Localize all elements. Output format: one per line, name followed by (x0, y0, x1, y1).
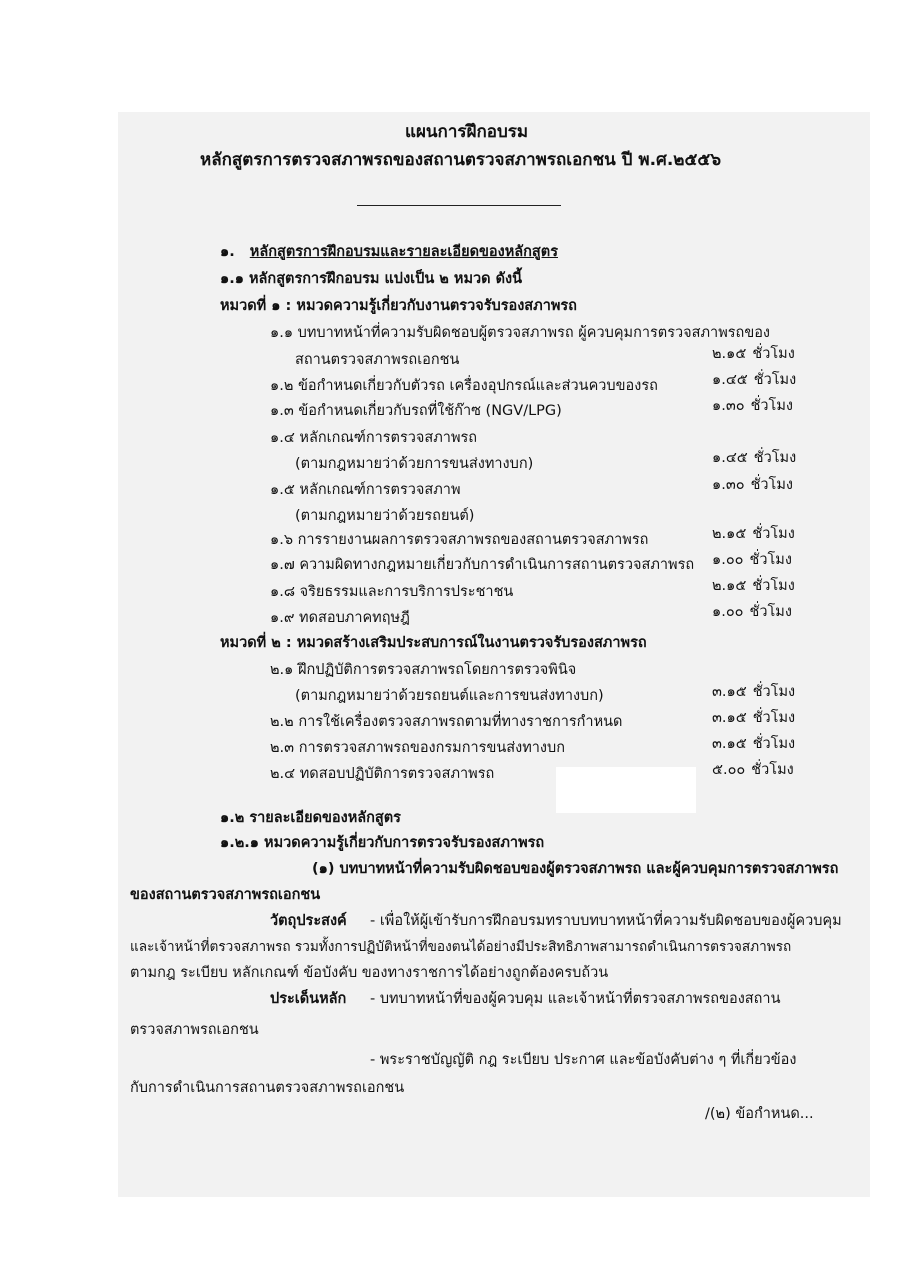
item-2-4-hours (712, 758, 794, 781)
item-1-9-hours (712, 600, 792, 623)
objective-line1: - เพื่อให้ผู้เข้ารับการฝึกอบรมทราบบทบาทหน้าที่ความรับผิดชอบของผู้ควบคุม (370, 913, 842, 929)
item-1-6-hours (712, 522, 795, 545)
hours-unit: ชั่วโมง (752, 684, 796, 700)
hours-unit: ชั่วโมง (752, 346, 795, 362)
key-point-line2: ตรวจสภาพรถเอกชน (130, 1022, 259, 1038)
hours-value: ๓.๑๕ (712, 736, 747, 752)
section-1-2-heading: ๑.๒ รายละเอียดของหลักสูตร (220, 810, 401, 826)
section-1-2-1-heading: ๑.๒.๑ หมวดความรู้เกี่ยวกับการตรวจรับรองสภาพรถ (220, 835, 545, 851)
objective-line3: ตามกฎ ระเบียบ หลักเกณฑ์ ข้อบังคับ ของทางราชการได้อย่างถูกต้องครบถ้วน (130, 965, 609, 981)
item-1-3-hours (712, 394, 793, 417)
title-separator (357, 205, 561, 206)
objective-label: วัตถุประสงค์ (270, 913, 347, 929)
section-1-heading (220, 240, 558, 263)
key-point-line4: กับการดำเนินการสถานตรวจสภาพรถเอกชน (130, 1080, 405, 1096)
hours-unit: ชั่วโมง (752, 710, 796, 726)
item-2-4-line1: ๒.๔ ทดสอบปฏิบัติการตรวจสภาพรถ (270, 766, 495, 782)
section-1-number: ๑. (220, 244, 235, 260)
hours-unit: ชั่วโมง (751, 762, 794, 778)
item-2-1-hours (712, 680, 795, 703)
hours-value: ๒.๑๕ (712, 346, 747, 362)
item-1-5-line2: (ตามกฎหมายว่าด้วยรถยนต์) (295, 508, 475, 524)
objective-line2: และเจ้าหน้าที่ตรวจสภาพรถ รวมทั้งการปฏิบัติหน้าที่ของตนได้อย่างมีประสิทธิภาพสามารถดำเนินการตรวจสภาพรถ (130, 939, 792, 955)
item-1-7-line1: ๑.๗ ความผิดทางกฎหมายเกี่ยวกับการดำเนินการสถานตรวจสภาพรถ (270, 557, 695, 573)
hours-value: ๒.๑๕ (712, 526, 747, 542)
whiteout-patch (556, 767, 696, 813)
item-1-4-line1: ๑.๔ หลักเกณฑ์การตรวจสภาพรถ (270, 430, 478, 446)
item-1-3-line1: ๑.๓ ข้อกำหนดเกี่ยวกับรถที่ใช้ก๊าซ (NGV/LPG) (270, 403, 562, 419)
key-point-line3: - พระราชบัญญัติ กฎ ระเบียบ ประกาศ และข้อบังคับต่าง ๆ ที่เกี่ยวข้อง (370, 1052, 797, 1068)
item-1-2-line1: ๑.๒ ข้อกำหนดเกี่ยวกับตัวรถ เครื่องอุปกรณ์และส่วนควบของรถ (270, 378, 658, 394)
item-1-1-line2: สถานตรวจสภาพรถเอกชน (295, 352, 460, 368)
item-1-2-hours (712, 368, 796, 391)
item-1-5-hours (712, 473, 793, 496)
item-1-1-line1: ๑.๑ บทบาทหน้าที่ความรับผิดชอบผู้ตรวจสภาพรถ ผู้ควบคุมการตรวจสภาพรถของ (270, 325, 771, 341)
key-point-line1: - บทบาทหน้าที่ของผู้ควบคุม และเจ้าหน้าที่ตรวจสภาพรถของสถาน (370, 991, 781, 1007)
item-1-7-hours (712, 548, 792, 571)
item-1-4-hours (712, 446, 796, 469)
hours-value: ๕.๐๐ (712, 762, 746, 778)
hours-value: ๑.๐๐ (712, 552, 744, 568)
continuation-note: /(๒) ข้อกำหนด... (705, 1106, 814, 1122)
key-points-label: ประเด็นหลัก (270, 991, 347, 1007)
section-1-1-heading: ๑.๑ หลักสูตรการฝึกอบรม แบ่งเป็น ๒ หมวด ดังนี้ (220, 271, 523, 287)
topic-1-line2: ของสถานตรวจสภาพรถเอกชน (130, 887, 321, 903)
hours-unit: ชั่วโมง (753, 372, 797, 388)
hours-value: ๑.๐๐ (712, 604, 744, 620)
hours-value: ๑.๓๐ (712, 398, 745, 414)
hours-value: ๒.๑๕ (712, 578, 747, 594)
category-1-heading: หมวดที่ ๑ : หมวดความรู้เกี่ยวกับงานตรวจรับรองสภาพรถ (220, 298, 577, 314)
hours-unit: ชั่วโมง (752, 526, 795, 542)
hours-value: ๓.๑๕ (712, 710, 747, 726)
hours-unit: ชั่วโมง (750, 398, 793, 414)
item-2-3-line1: ๒.๓ การตรวจสภาพรถของกรมการขนส่งทางบก (270, 740, 565, 756)
item-2-1-line2: (ตามกฎหมายว่าด้วยรถยนต์และการขนส่งทางบก) (295, 688, 604, 704)
hours-value: ๑.๔๕ (712, 450, 748, 466)
item-1-1-hours (712, 342, 795, 365)
item-1-6-line1: ๑.๖ การรายงานผลการตรวจสภาพรถของสถานตรวจสภาพรถ (270, 532, 649, 548)
hours-unit: ชั่วโมง (752, 578, 795, 594)
hours-value: ๑.๔๕ (712, 372, 748, 388)
hours-unit: ชั่วโมง (750, 477, 793, 493)
item-2-3-hours (712, 732, 795, 755)
topic-1-line1: (๑) บทบาทหน้าที่ความรับผิดชอบของผู้ตรวจสภาพรถ และผู้ควบคุมการตรวจสภาพรถ (312, 861, 839, 877)
item-1-8-line1: ๑.๘ จริยธรรมและการบริการประชาชน (270, 584, 514, 600)
hours-value: ๓.๑๕ (712, 684, 747, 700)
document-title: แผนการฝึกอบรม (405, 122, 529, 142)
item-1-9-line1: ๑.๙ ทดสอบภาคทฤษฎี (270, 610, 410, 626)
hours-value: ๑.๓๐ (712, 477, 745, 493)
section-1-heading-text: หลักสูตรการฝึกอบรมและรายละเอียดของหลักสูตร (249, 244, 558, 260)
hours-unit: ชั่วโมง (749, 604, 792, 620)
hours-unit: ชั่วโมง (753, 450, 797, 466)
item-1-8-hours (712, 574, 795, 597)
document-subtitle: หลักสูตรการตรวจสภาพรถของสถานตรวจสภาพรถเอกชน ปี พ.ศ.๒๕๕๖ (200, 150, 722, 170)
category-2-heading: หมวดที่ ๒ : หมวดสร้างเสริมประสบการณ์ในงานตรวจรับรองสภาพรถ (220, 635, 647, 651)
item-1-4-line2: (ตามกฎหมายว่าด้วยการขนส่งทางบก) (295, 456, 534, 472)
item-2-1-line1: ๒.๑ ฝึกปฏิบัติการตรวจสภาพรถโดยการตรวจพินิจ (270, 662, 577, 678)
item-2-2-line1: ๒.๒ การใช้เครื่องตรวจสภาพรถตามที่ทางราชการกำหนด (270, 714, 623, 730)
hours-unit: ชั่วโมง (749, 552, 792, 568)
hours-unit: ชั่วโมง (752, 736, 796, 752)
item-1-5-line1: ๑.๕ หลักเกณฑ์การตรวจสภาพ (270, 482, 461, 498)
item-2-2-hours (712, 706, 795, 729)
